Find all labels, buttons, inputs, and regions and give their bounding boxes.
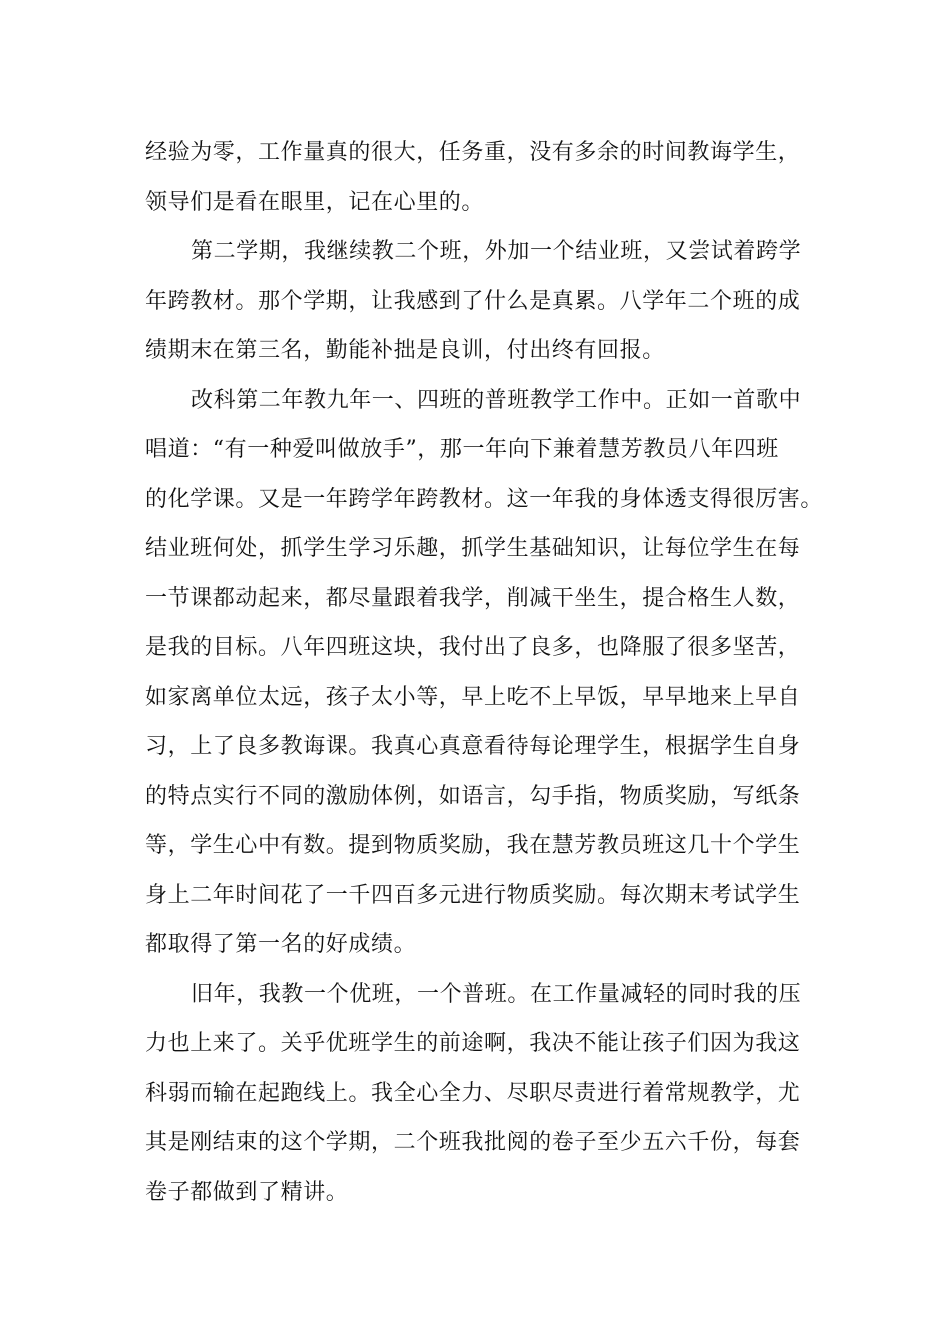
text-line: 如家离单位太远，孩子太小等，早上吃不上早饭，早早地来上早自 [145,684,801,710]
text-line: 一节课都动起来，都尽量跟着我学，削减干坐生，提合格生人数， [145,585,801,611]
text-line: 的化学课。又是一年跨学年跨教材。这一年我的身体透支得很厉害。 [145,486,824,512]
text-line: 年跨教材。那个学期，让我感到了什么是真累。八学年二个班的成 [145,288,801,314]
text-line: 其是刚结束的这个学期，二个班我批阅的卷子至少五六千份，每套 [145,1130,801,1155]
text-line: 科弱而输在起跑线上。我全心全力、尽职尽责进行着常规教学，尤 [145,1080,801,1106]
text-line: 都取得了第一名的好成绩。 [145,932,417,957]
text-line: 绩期末在第三名，勤能补拙是良训，付出终有回报。 [145,338,665,363]
text-line: 力也上来了。关乎优班学生的前途啊，我决不能让孩子们因为我这 [145,1031,801,1056]
text-line: 旧年，我教一个优班，一个普班。在工作量减轻的同时我的压 [191,981,802,1007]
text-line: 的特点实行不同的激励体例，如语言，勾手指，物质奖励，写纸条 [145,783,801,809]
text-line: 等，学生心中有数。提到物质奖励，我在慧芳教员班这几十个学生 [145,833,801,858]
text-line: 领导们是看在眼里，记在心里的。 [145,189,485,215]
text-line: 结业班何处，抓学生学习乐趣，抓学生基础知识，让每位学生在每 [145,536,801,561]
text-line: 卷子都做到了精讲。 [145,1179,349,1205]
text-line: 是我的目标。八年四班这块，我付出了良多，也降服了很多坚苦， [145,635,801,660]
text-line: 身上二年时间花了一千四百多元进行物质奖励。每次期末考试学生 [145,882,801,908]
text-line: 习，上了良多教诲课。我真心真意看待每论理学生，根据学生自身 [145,734,801,759]
text-line: 第二学期，我继续教二个班，外加一个结业班，又尝试着跨学 [191,239,802,264]
text-line: 唱道：“有一种爱叫做放手”，那一年向下兼着慧芳教员八年四班 [145,437,779,462]
text-line: 改科第二年教九年一、四班的普班教学工作中。正如一首歌中 [191,387,802,413]
body-text [145,128,825,1217]
text-line: 经验为零，工作量真的很大，任务重，没有多余的时间教诲学生， [145,140,801,165]
